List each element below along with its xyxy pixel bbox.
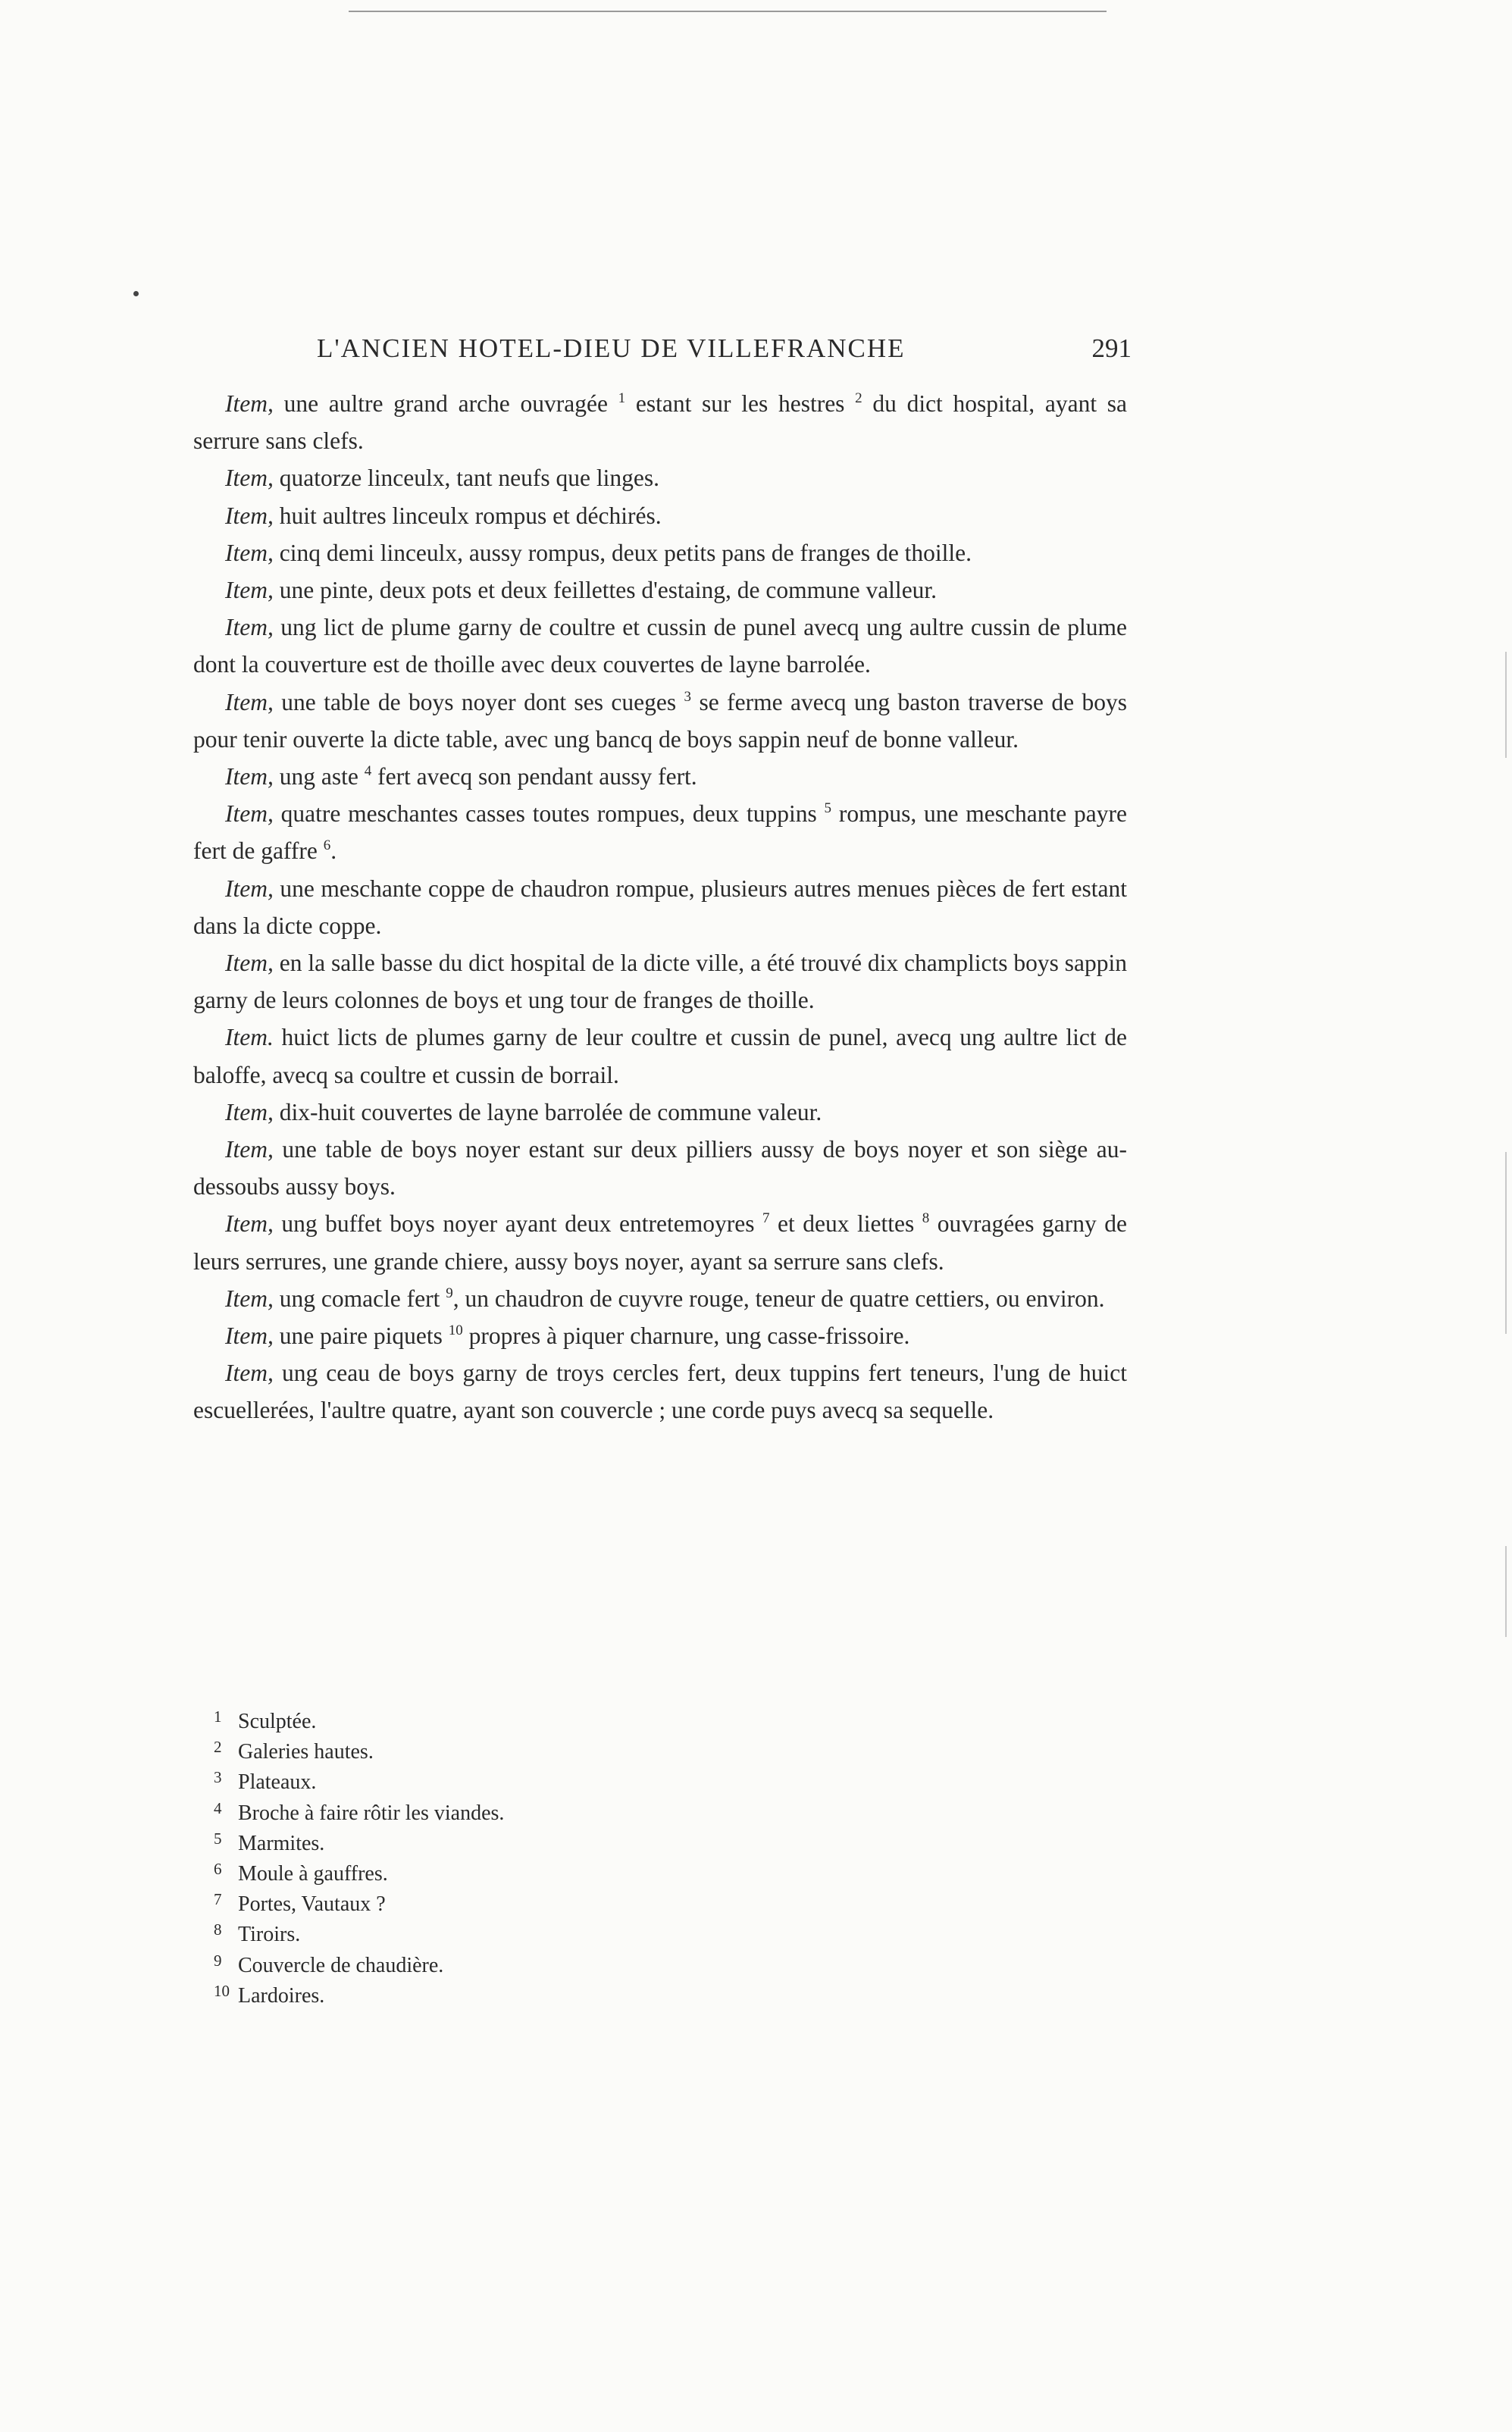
item-label: Item, [225,1210,274,1238]
footnote-ref: 10 [448,1322,463,1339]
footnote: 2 Galeries hautes. [214,1738,374,1764]
paragraph [193,944,1127,1019]
footnote-text: Moule à gauffres. [238,1862,388,1886]
footnote: 6 Moule à gauffres. [214,1860,388,1886]
paragraph [193,758,1127,795]
paragraph-text: rompus, une meschante payre fert de gaffre [193,800,1128,865]
paragraph-text: une pinte, deux pots et deux feillettes d'estaing, de commune valleur. [273,577,938,604]
paragraph-text: ung aste [273,763,365,790]
body-text [193,385,1127,1429]
paragraph-text: ouvragées garny de leurs serrures, une grande chiere, aussy boys noyer, ayant sa serrure sans clefs. [193,1210,1127,1275]
item-label: Item, [225,1322,274,1350]
footnote: 7 Portes, Vautaux ? [214,1890,386,1917]
paragraph-text: dix-huit couvertes de layne barrolée de commune valeur. [273,1098,822,1125]
footnote-text: Broche à faire rôtir les viandes. [238,1801,505,1825]
paragraph-text: ung buffet boys noyer ayant deux entretemoyres [273,1210,762,1238]
paragraph-text: une paire piquets [273,1322,449,1350]
paragraph-text: ung comacle fert [273,1285,446,1312]
paragraph-text: . [330,837,337,865]
paragraph [193,497,1127,534]
paragraph [193,609,1127,683]
footnote: 5 Marmites. [214,1829,325,1855]
paragraph-text: en la salle basse du dict hospital de la dicte ville, a été trouvé dix champlicts boys sappin garny de leurs colonnes de boys et ung tour de franges de thoille. [193,950,1127,1014]
item-label: Item, [225,614,274,641]
paragraph-text: cinq demi linceulx, aussy rompus, deux petits pans de franges de thoille. [273,539,972,566]
footnote: 1 Sculptée. [214,1707,317,1733]
header-title: L'ANCIEN HOTEL-DIEU DE VILLEFRANCHE [317,333,906,363]
paragraph-text: une meschante coppe de chaudron rompue, plusieurs autres menues pièces de fert estant dans la dicte coppe. [193,875,1127,939]
paragraph [193,385,1127,459]
footnote-text: Galeries hautes. [238,1740,374,1764]
footnote: 9 Couvercle de chaudière. [214,1951,444,1977]
footnote: 8 Tiroirs. [214,1920,301,1947]
footnote-text: Couvercle de chaudière. [238,1953,444,1977]
item-label: Item, [225,502,274,529]
item-label: Item, [225,1136,274,1163]
footnote-ref: 6 [323,837,331,854]
item-label: Item, [225,390,274,417]
paragraph [193,459,1127,496]
paragraph-text: huit aultres linceulx rompus et déchirés. [273,502,662,529]
paragraph [193,1094,1127,1131]
paragraph [193,1131,1127,1205]
footnote-text: Marmites. [238,1831,325,1855]
item-label: Item, [225,800,274,828]
footnote: 10 Lardoires. [214,1981,325,2008]
paragraph [193,1317,1127,1354]
paragraph [193,571,1127,609]
footnote-ref: 2 [855,390,862,406]
item-label: Item, [225,577,274,604]
footnote-ref: 5 [824,800,832,817]
running-header [317,333,1132,371]
footnote-ref: 8 [922,1210,930,1227]
footnote-text: Tiroirs. [238,1923,301,1947]
item-label: Item. [225,1024,274,1051]
footnote-ref: 9 [446,1285,453,1301]
paragraph-text: une aultre grand arche ouvragée [273,390,618,417]
footnote-ref: 3 [684,688,692,705]
item-label: Item, [225,1285,274,1312]
paragraph-text: estant sur les hestres [625,390,856,417]
item-label: Item, [225,763,274,790]
paragraph-text: du dict hospital, ayant sa serrure sans clefs. [193,390,1128,455]
paragraph [193,684,1127,758]
paragraph [193,1280,1127,1317]
paragraph-text: quatre meschantes casses toutes rompues, deux tuppins [273,800,825,828]
paragraph [193,795,1127,869]
footnote-text: Lardoires. [238,1983,325,2008]
footnote-ref: 4 [364,763,372,780]
footnote: 3 Plateaux. [214,1768,317,1795]
item-label: Item, [225,465,274,492]
footnote-text: Sculptée. [238,1710,317,1733]
top-rule [349,11,1107,12]
paragraph [193,534,1127,571]
item-label: Item, [225,950,274,977]
margin-dot [133,291,139,296]
paragraph-text: fert avecq son pendant aussy fert. [371,763,697,790]
paragraph-text: une table de boys noyer dont ses cueges [273,688,684,715]
paragraph-text: et deux liettes [769,1210,922,1238]
margin-mark [1505,1546,1507,1637]
paragraph [193,1354,1127,1429]
paragraph-text: huict licts de plumes garny de leur coultre et cussin de punel, avecq ung aultre lict de baloffe, avecq sa coultre et cussin de borrail. [193,1024,1127,1088]
page-number: 291 [1091,333,1132,363]
margin-mark [1505,1152,1507,1334]
paragraph-text: propres à piquer charnure, ung casse-frissoire. [462,1322,910,1350]
item-label: Item, [225,539,274,566]
footnote-text: Plateaux. [238,1770,317,1795]
footnotes [214,1707,896,2011]
footnote: 4 Broche à faire rôtir les viandes. [214,1798,505,1825]
item-label: Item, [225,688,274,715]
footnote-ref: 1 [618,390,626,406]
paragraph-text: ung ceau de boys garny de troys cercles fert, deux tuppins fert teneurs, l'ung de huict escuellerées, l'aultre quatre, ayant son couvercle ; une corde puys avecq sa sequelle. [193,1360,1127,1424]
footnote-text: Portes, Vautaux ? [238,1892,386,1917]
item-label: Item, [225,875,274,902]
paragraph [193,1205,1127,1279]
margin-mark [1505,652,1507,758]
item-label: Item, [225,1360,274,1387]
paragraph [193,1019,1127,1093]
paragraph-text: ung lict de plume garny de coultre et cussin de punel avecq ung aultre cussin de plume dont la couverture est de thoille avec deux couvertes de layne barrolée. [193,614,1127,678]
item-label: Item, [225,1098,274,1125]
paragraph-text: une table de boys noyer estant sur deux pilliers aussy de boys noyer et son siège au-dessoubs aussy boys. [193,1136,1127,1200]
paragraph-text: se ferme avecq ung baston traverse de boys pour tenir ouverte la dicte table, avec ung bancq de boys sappin neuf de bonne valleur. [193,688,1127,753]
footnote-ref: 7 [762,1210,770,1227]
paragraph [193,870,1127,944]
paragraph-text: , un chaudron de cuyvre rouge, teneur de quatre cettiers, ou environ. [452,1285,1105,1312]
paragraph-text: quatorze linceulx, tant neufs que linges. [273,465,659,492]
